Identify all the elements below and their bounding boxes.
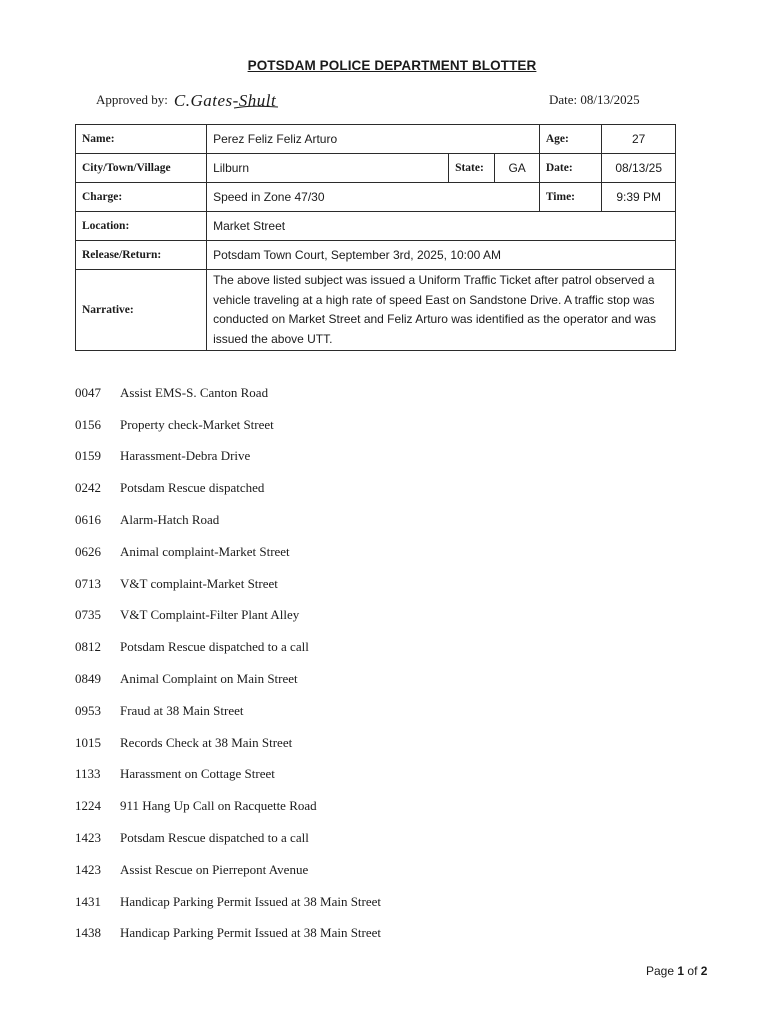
age-value: 27 — [602, 125, 676, 154]
table-row — [76, 125, 676, 154]
of-word: of — [687, 964, 698, 978]
entry-event: Fraud at 38 Main Street — [120, 702, 244, 718]
entry-time: 0849 — [75, 671, 101, 687]
entry-time: 1431 — [75, 893, 101, 909]
list-item — [75, 536, 381, 568]
entry-time: 1224 — [75, 798, 101, 814]
release-label: Release/Return: — [76, 241, 207, 270]
table-row — [76, 270, 676, 351]
entry-event: Alarm-Hatch Road — [120, 512, 220, 528]
narrative-label: Narrative: — [76, 270, 207, 351]
time-label: Time: — [539, 183, 602, 212]
list-item — [75, 663, 381, 695]
age-label: Age: — [539, 125, 602, 154]
entry-event: Assist Rescue on Pierrepont Avenue — [120, 861, 309, 877]
entry-time: 1423 — [75, 830, 101, 846]
entry-time: 0156 — [75, 416, 101, 432]
list-item — [75, 409, 381, 441]
entry-time: 0242 — [75, 480, 101, 496]
entry-event: Records Check at 38 Main Street — [120, 734, 293, 750]
entry-event: V&T Complaint-Filter Plant Alley — [120, 607, 300, 623]
table-row — [76, 212, 676, 241]
list-item — [75, 759, 381, 791]
report-date: Date: 08/13/2025 — [549, 92, 640, 107]
signature-underline — [172, 88, 282, 112]
entry-event: V&T complaint-Market Street — [120, 575, 278, 591]
time-value: 9:39 PM — [602, 183, 676, 212]
approved-by-line — [96, 90, 276, 108]
state-label: State: — [449, 154, 495, 183]
name-label: Name: — [76, 125, 207, 154]
entry-time: 1438 — [75, 925, 101, 941]
entry-event: Handicap Parking Permit Issued at 38 Main Street — [120, 893, 382, 909]
list-item — [75, 918, 381, 950]
list-item — [75, 631, 381, 663]
entry-time: 1133 — [75, 766, 101, 782]
entry-time: 0713 — [75, 575, 101, 591]
entry-event: Animal Complaint on Main Street — [120, 671, 298, 687]
entry-time: 1423 — [75, 861, 101, 877]
entry-event: Harassment-Debra Drive — [120, 448, 251, 464]
entry-event: Assist EMS-S. Canton Road — [120, 384, 269, 400]
entry-event: Property check-Market Street — [120, 416, 274, 432]
narrative-value: The above listed subject was issued a Uniform Traffic Ticket after patrol observed a vehicle traveling at a high rate of speed East on Sandstone Drive. A traffic stop was conducted on Market Street and Feliz Arturo was identified as the operator and was issued the above UTT. — [207, 270, 676, 351]
entry-time: 0626 — [75, 543, 101, 559]
entry-time: 0812 — [75, 639, 101, 655]
page-word: Page — [646, 964, 675, 978]
release-value: Potsdam Town Court, September 3rd, 2025, 10:00 AM — [207, 241, 676, 270]
entry-event: Harassment on Cottage Street — [120, 766, 275, 782]
list-item — [75, 695, 381, 727]
page-current: 1 — [677, 964, 685, 978]
signature — [174, 92, 276, 110]
entry-time: 0616 — [75, 512, 101, 528]
entry-time: 0953 — [75, 702, 101, 718]
list-item — [75, 441, 381, 473]
table-row — [76, 241, 676, 270]
entry-time: 0047 — [75, 384, 101, 400]
entry-event: Potsdam Rescue dispatched — [120, 480, 265, 496]
entry-time: 0159 — [75, 448, 101, 464]
list-item — [75, 854, 381, 886]
subject-info-table — [75, 124, 676, 351]
entry-event: Handicap Parking Permit Issued at 38 Main Street — [120, 925, 382, 941]
list-item — [75, 727, 381, 759]
approved-label: Approved by: — [96, 92, 168, 107]
list-item — [75, 472, 381, 504]
entry-event: Potsdam Rescue dispatched to a call — [120, 639, 309, 655]
charge-label: Charge: — [76, 183, 207, 212]
state-value: GA — [495, 154, 539, 183]
list-item — [75, 600, 381, 632]
entry-event: Animal complaint-Market Street — [120, 543, 290, 559]
table-row — [76, 154, 676, 183]
page-number — [646, 964, 707, 978]
list-item — [75, 822, 381, 854]
date-label: Date: — [539, 154, 602, 183]
location-label: Location: — [76, 212, 207, 241]
city-label: City/Town/Village — [76, 154, 207, 183]
entry-time: 0735 — [75, 607, 101, 623]
blotter-list — [75, 377, 381, 949]
list-item — [75, 504, 381, 536]
page-title: POTSDAM POLICE DEPARTMENT BLOTTER — [247, 58, 537, 73]
entry-event: Potsdam Rescue dispatched to a call — [120, 830, 309, 846]
table-row — [76, 183, 676, 212]
list-item — [75, 886, 381, 918]
date-value: 08/13/25 — [602, 154, 676, 183]
signature-text: C.Gates-Shult — [173, 91, 277, 110]
list-item — [75, 377, 381, 409]
page-total: 2 — [700, 964, 708, 978]
list-item — [75, 568, 381, 600]
charge-value: Speed in Zone 47/30 — [207, 183, 540, 212]
entry-time: 1015 — [75, 734, 101, 750]
city-value: Lilburn — [207, 154, 449, 183]
list-item — [75, 790, 381, 822]
name-value: Perez Feliz Feliz Arturo — [207, 125, 540, 154]
entry-event: 911 Hang Up Call on Racquette Road — [120, 798, 317, 814]
location-value: Market Street — [207, 212, 676, 241]
